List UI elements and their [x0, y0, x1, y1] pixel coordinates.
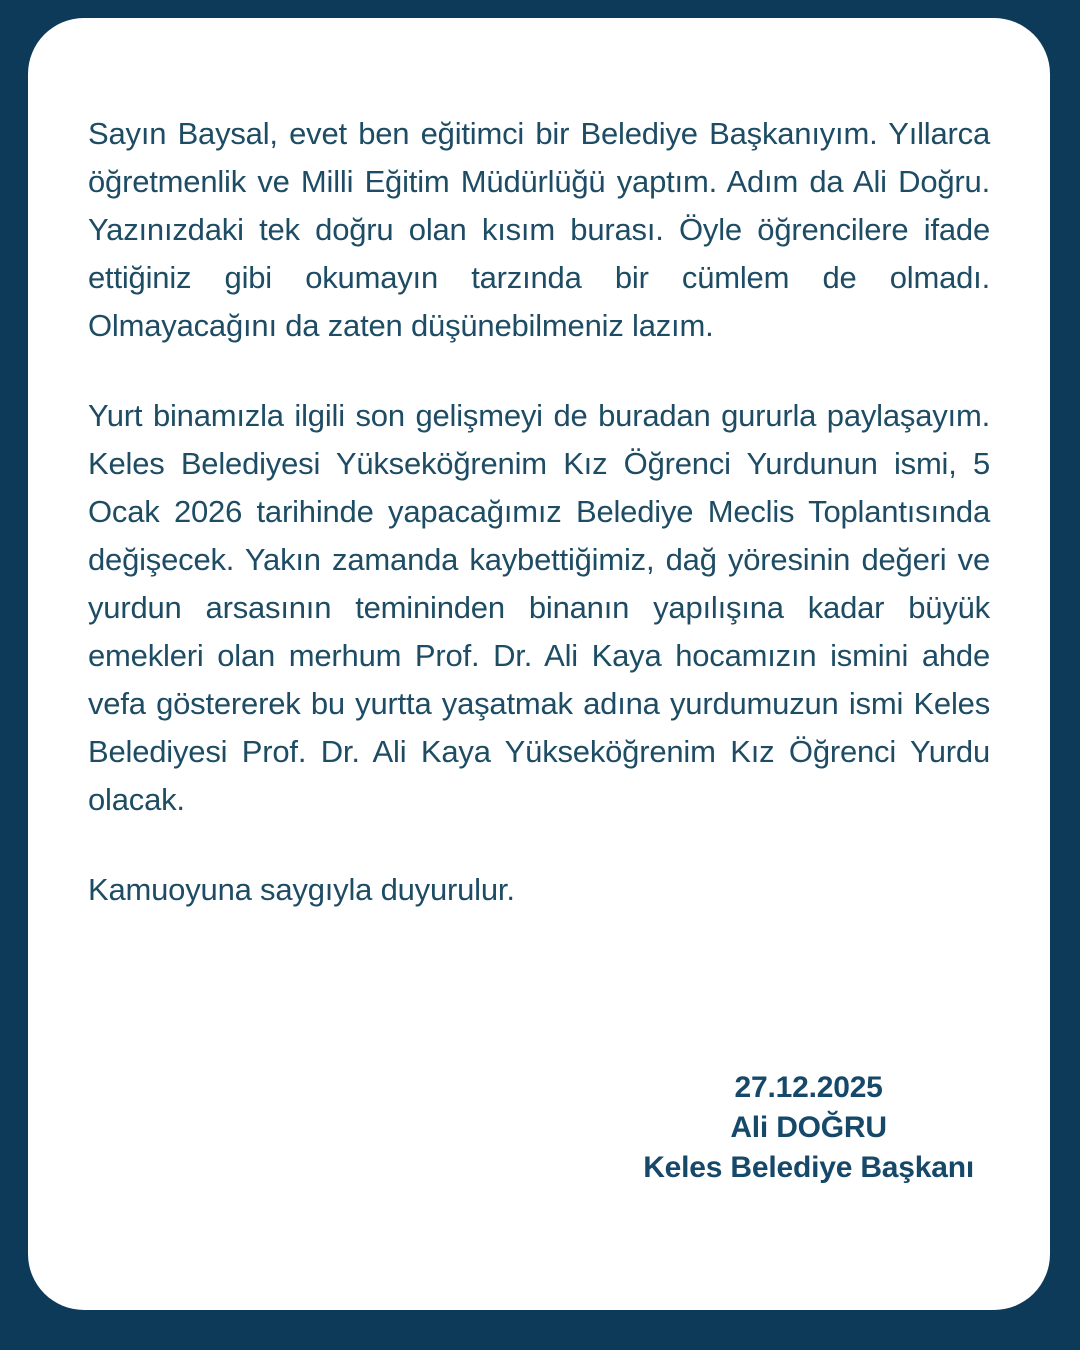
signature-name: Ali DOĞRU	[730, 1111, 887, 1144]
signature-date: 27.12.2025	[734, 1071, 883, 1104]
letter-card	[28, 18, 1050, 1310]
letter-paragraph-2: Yurt binamızla ilgili son gelişmeyi de buradan gururla paylaşayım. Keles Belediyesi Yükseköğrenim Kız Öğrenci Yurdunun ismi, 5 Ocak 2026 tarihinde yapacağımız Belediye Meclis Toplantısında değişecek. Yakın zamanda kaybettiğimiz, dağ yöresinin değeri ve yurdun arsasının temininden binanın yapılışına kadar büyük emekleri olan merhum Prof. Dr. Ali Kaya hocamızın ismini ahde vefa göstererek bu yurtta yaşatmak adına yurdumuzun ismi Keles Belediyesi Prof. Dr. Ali Kaya Yükseköğrenim Kız Öğrenci Yurdu olacak.	[88, 398, 990, 817]
letter-paragraph-1: Sayın Baysal, evet ben eğitimci bir Belediye Başkanıyım. Yıllarca öğretmenlik ve Milli Eğitim Müdürlüğü yaptım. Adım da Ali Doğru. Yazınızdaki tek doğru olan kısım burası. Öyle öğrencilere ifade ettiğiniz gibi okumayın tarzında bir cümlem de olmadı. Olmayacağını da zaten düşünebilmeniz lazım.	[88, 116, 990, 343]
signature-title: Keles Belediye Başkanı	[643, 1151, 974, 1184]
signature-block	[643, 1068, 974, 1188]
letter-closing: Kamuoyuna saygıyla duyurulur.	[88, 872, 515, 907]
